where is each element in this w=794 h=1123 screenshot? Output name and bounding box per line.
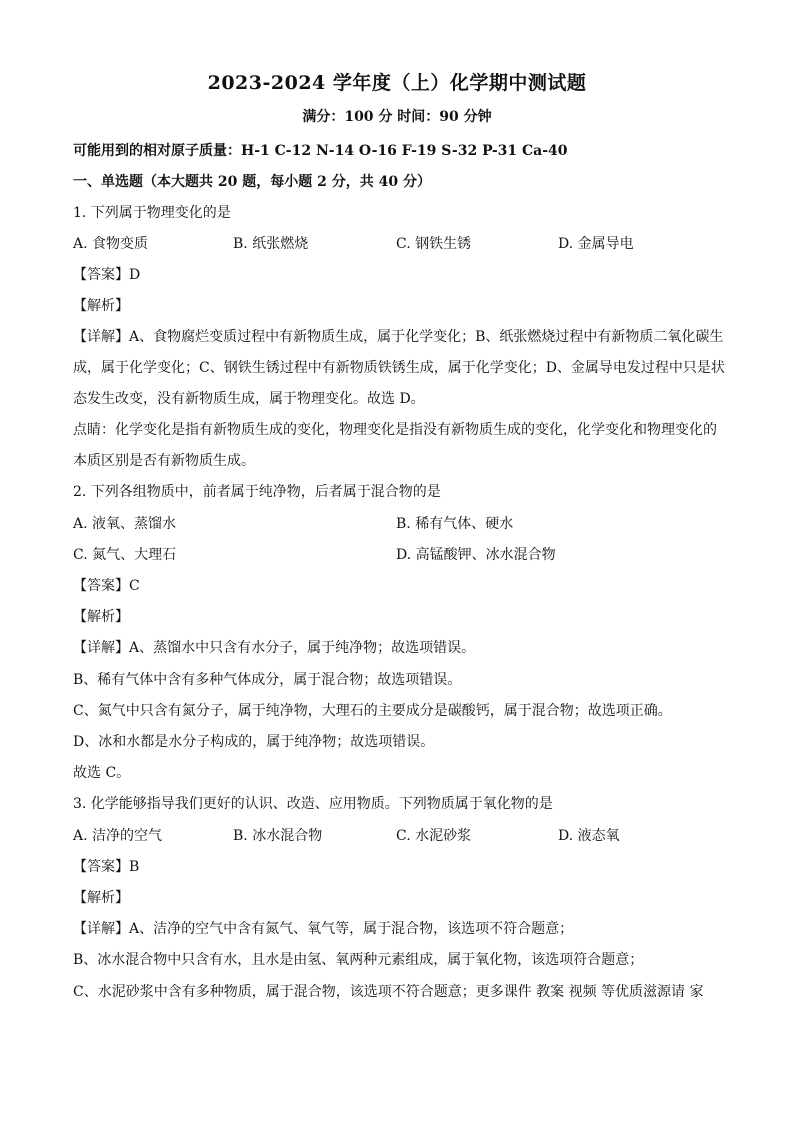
q1-option-a: A. 食物变质 [73, 236, 149, 252]
q2-detail-line: 【详解】A、蒸馏水中只含有水分子，属于纯净物；故选项错误。 [73, 640, 476, 656]
q1-detail-line: 成，属于化学变化；C、钢铁生锈过程中有新物质铁锈生成，属于化学变化；D、金属导电发过程中只是状 [73, 360, 725, 376]
q3-detail-line: C、水泥砂浆中含有多种物质，属于混合物，该选项不符合题意；更多课件 教案 视频 等优质滋源请 家 [73, 984, 704, 1000]
q3-option-d: D. 液态氧 [558, 828, 620, 844]
q3-analysis-label: 【解析】 [73, 890, 129, 906]
q2-option-c: C. 氮气、大理石 [73, 547, 177, 563]
q1-detail-line: 【详解】A、食物腐烂变质过程中有新物质生成，属于化学变化；B、纸张燃烧过程中有新物质二氧化碳生 [73, 329, 724, 345]
page-title: 2023-2024 学年度（上）化学期中测试题 [207, 72, 587, 94]
q1-tip-line: 本质区别是否有新物质生成。 [73, 453, 255, 469]
q3-option-c: C. 水泥砂浆 [396, 828, 472, 844]
q1-tip-line: 点睛：化学变化是指有新物质生成的变化，物理变化是指没有新物质生成的变化，化学变化和物理变化的 [73, 422, 717, 438]
q2-option-a: A. 液氧、蒸馏水 [73, 516, 177, 532]
section-heading: 一、单选题（本大题共 20 题，每小题 2 分，共 40 分） [73, 174, 431, 190]
q2-analysis-label: 【解析】 [73, 609, 129, 625]
q1-answer: 【答案】D [73, 267, 141, 283]
q1-option-d: D. 金属导电 [558, 236, 634, 252]
q1-option-b: B. 纸张燃烧 [233, 236, 309, 252]
question-3-stem: 3. 化学能够指导我们更好的认识、改造、应用物质。下列物质属于氧化物的是 [73, 796, 553, 812]
q2-detail-line: B、稀有气体中含有多种气体成分，属于混合物；故选项错误。 [73, 672, 462, 688]
question-2-stem: 2. 下列各组物质中，前者属于纯净物，后者属于混合物的是 [73, 484, 441, 500]
q1-detail-line: 态发生改变，没有新物质生成，属于物理变化。故选 D。 [73, 391, 425, 407]
atomic-masses: 可能用到的相对原子质量：H-1 C-12 N-14 O-16 F-19 S-32 P-31 Ca-40 [73, 143, 568, 159]
q3-option-b: B. 冰水混合物 [233, 828, 323, 844]
q2-conclusion: 故选 C。 [73, 765, 131, 781]
q2-detail-line: D、冰和水都是水分子构成的，属于纯净物；故选项错误。 [73, 734, 435, 750]
q3-detail-line: B、冰水混合物中只含有水，且水是由氢、氧两种元素组成，属于氧化物，该选项符合题意； [73, 952, 644, 968]
q2-detail-line: C、氮气中只含有氮分子，属于纯净物，大理石的主要成分是碳酸钙，属于混合物；故选项正确。 [73, 703, 672, 719]
q2-option-b: B. 稀有气体、硬水 [396, 516, 514, 532]
q2-option-d: D. 高锰酸钾、冰水混合物 [396, 547, 556, 563]
q1-option-c: C. 钢铁生锈 [396, 236, 472, 252]
exam-info: 满分：100 分 时间：90 分钟 [302, 109, 492, 125]
q3-answer: 【答案】B [73, 859, 140, 875]
q2-answer: 【答案】C [73, 578, 140, 594]
question-1-stem: 1. 下列属于物理变化的是 [73, 205, 231, 221]
q3-option-a: A. 洁净的空气 [73, 828, 163, 844]
q1-analysis-label: 【解析】 [73, 298, 129, 314]
q3-detail-line: 【详解】A、洁净的空气中含有氮气、氧气等，属于混合物，该选项不符合题意； [73, 921, 574, 937]
